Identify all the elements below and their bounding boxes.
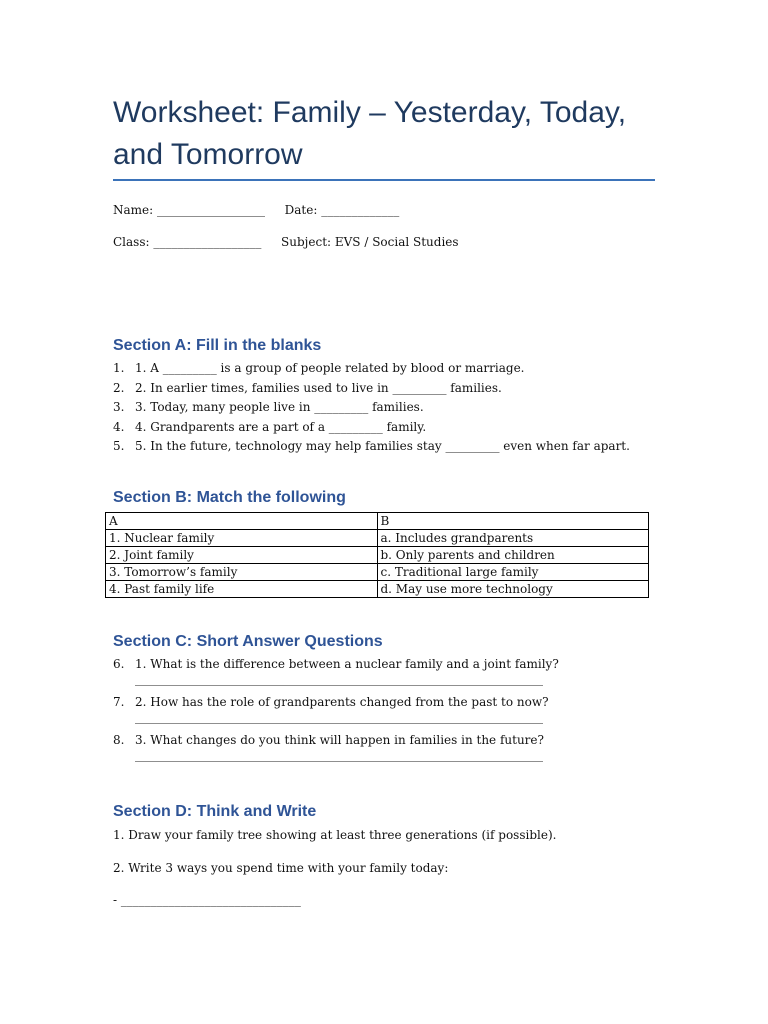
list-item: 2. 2. In earlier times, families used to live in _________ families. — [113, 380, 502, 395]
list-item: 5. 5. In the future, technology may help families stay _________ even when far apart. — [113, 439, 630, 453]
answer-line[interactable]: ____________________________________________________________________ — [135, 748, 543, 762]
table-cell: a. Includes grandparents — [377, 530, 649, 547]
section-b-heading: Section B: Match the following — [113, 489, 346, 506]
date-field[interactable]: Date: _____________ — [284, 203, 400, 217]
name-date-row — [113, 202, 399, 218]
table-row — [106, 530, 649, 547]
title-underline — [113, 179, 655, 181]
answer-line[interactable]: ____________________________________________________________________ — [135, 672, 543, 686]
table-cell: 4. Past family life — [106, 581, 378, 598]
table-cell: 1. Nuclear family — [106, 530, 378, 547]
section-a-heading: Section A: Fill in the blanks — [113, 337, 322, 354]
subject-label: Subject: EVS / Social Studies — [281, 235, 459, 249]
section-d-prompt-1: 1. Draw your family tree showing at least three generations (if possible). — [113, 828, 557, 842]
list-item: 7. 2. How has the role of grandparents changed from the past to now? ____________________________________________________________________ — [113, 694, 673, 732]
match-table — [105, 512, 649, 598]
list-item: 8. 3. What changes do you think will happen in families in the future? ____________________________________________________________________ — [113, 732, 673, 770]
list-item: 1. 1. A _________ is a group of people related by blood or marriage. — [113, 361, 525, 375]
page-title: Worksheet: Family – Yesterday, Today, and Tomorrow — [113, 96, 627, 171]
list-item: 6. 1. What is the difference between a nuclear family and a joint family? ____________________________________________________________________ — [113, 656, 673, 694]
table-row — [106, 564, 649, 581]
section-c-heading: Section C: Short Answer Questions — [113, 633, 383, 650]
name-field[interactable]: Name: __________________ — [113, 203, 265, 217]
table-header-cell: B — [377, 513, 649, 530]
list-item: 3. 3. Today, many people live in _________ families. — [113, 400, 424, 414]
table-cell: d. May use more technology — [377, 581, 649, 598]
section-c-list — [113, 656, 673, 770]
table-row — [106, 547, 649, 564]
table-row — [106, 581, 649, 598]
section-d-prompt-2: 2. Write 3 ways you spend time with your family today: — [113, 861, 449, 875]
table-cell: 3. Tomorrow’s family — [106, 564, 378, 581]
table-cell: c. Traditional large family — [377, 564, 649, 581]
section-a-list — [113, 359, 673, 457]
section-d-heading: Section D: Think and Write — [113, 803, 317, 820]
table-header-cell: A — [106, 513, 378, 530]
table-cell: b. Only parents and children — [377, 547, 649, 564]
answer-line[interactable]: ____________________________________________________________________ — [135, 710, 543, 724]
table-header-row — [106, 513, 649, 530]
class-field[interactable]: Class: __________________ — [113, 235, 262, 249]
list-item: 4. 4. Grandparents are a part of a _________ family. — [113, 419, 427, 434]
answer-line[interactable]: - ______________________________ — [113, 893, 301, 907]
class-subject-row — [113, 234, 459, 250]
table-cell: 2. Joint family — [106, 547, 378, 564]
